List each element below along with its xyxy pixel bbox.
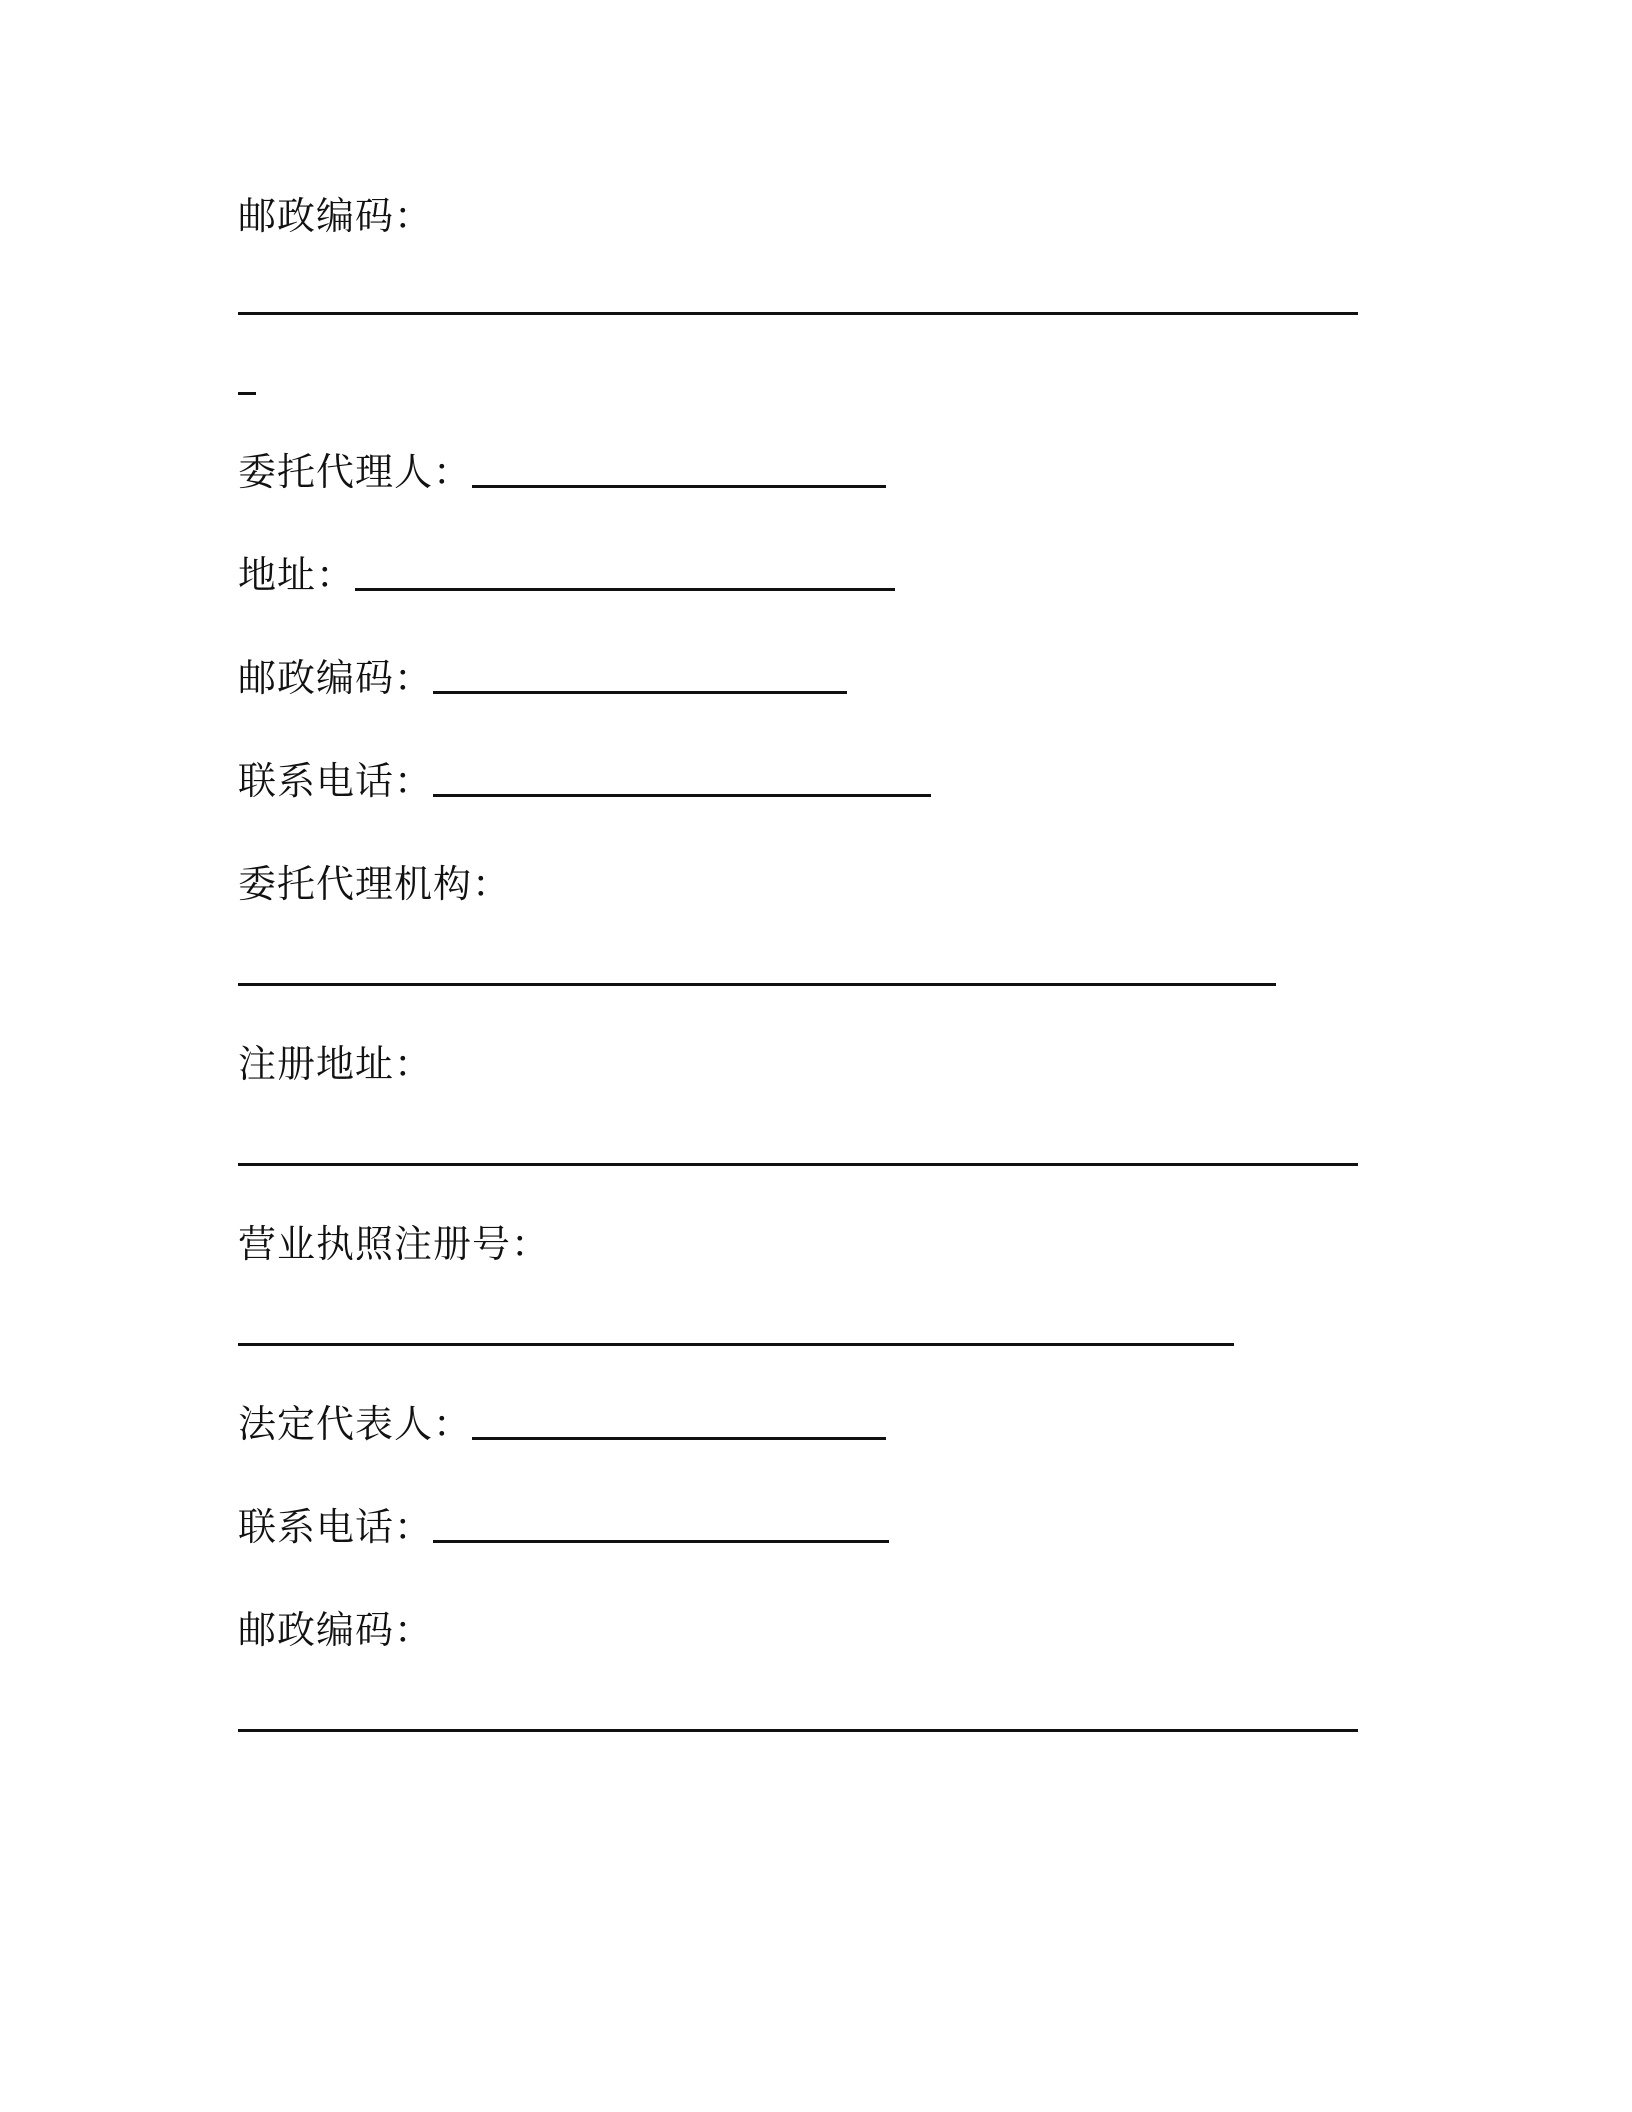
agent-blank-line[interactable]: [472, 485, 886, 488]
postal-code-label: 邮政编码：: [238, 1608, 434, 1652]
phone-label: 联系电话：: [238, 759, 434, 803]
license-number-field: [238, 1222, 550, 1266]
phone-label: 联系电话：: [238, 1505, 434, 1549]
postal-code-blank-line-3[interactable]: [238, 1729, 1358, 1732]
postal-code-field-3: [238, 1608, 433, 1652]
postal-code-blank-line-2[interactable]: [433, 691, 847, 694]
license-number-blank-line[interactable]: [238, 1343, 1234, 1346]
agent-label: 委托代理人：: [238, 450, 473, 494]
address-label: 地址：: [238, 553, 356, 597]
agent-field: [238, 450, 886, 494]
phone-field-1: [238, 759, 931, 803]
postal-code-field-1: [238, 194, 433, 238]
legal-representative-blank-line[interactable]: [472, 1437, 886, 1440]
registered-address-label: 注册地址：: [238, 1042, 434, 1086]
phone-blank-line-2[interactable]: [433, 1540, 889, 1543]
legal-representative-label: 法定代表人：: [238, 1402, 473, 1446]
address-blank-line[interactable]: [355, 588, 895, 591]
phone-field-2: [238, 1505, 889, 1549]
postal-code-blank-line-1-overflow[interactable]: [238, 392, 256, 395]
address-field: [238, 553, 895, 597]
license-number-label: 营业执照注册号：: [238, 1222, 551, 1266]
legal-representative-field: [238, 1402, 886, 1446]
postal-code-label: 邮政编码：: [238, 656, 434, 700]
agency-blank-line[interactable]: [238, 983, 1276, 986]
agency-field: [238, 862, 511, 906]
phone-blank-line-1[interactable]: [433, 794, 931, 797]
registered-address-blank-line[interactable]: [238, 1163, 1358, 1166]
registered-address-field: [238, 1042, 433, 1086]
postal-code-field-2: [238, 656, 847, 700]
agency-label: 委托代理机构：: [238, 862, 512, 906]
postal-code-label: 邮政编码：: [238, 194, 434, 238]
postal-code-blank-line-1[interactable]: [238, 312, 1358, 315]
